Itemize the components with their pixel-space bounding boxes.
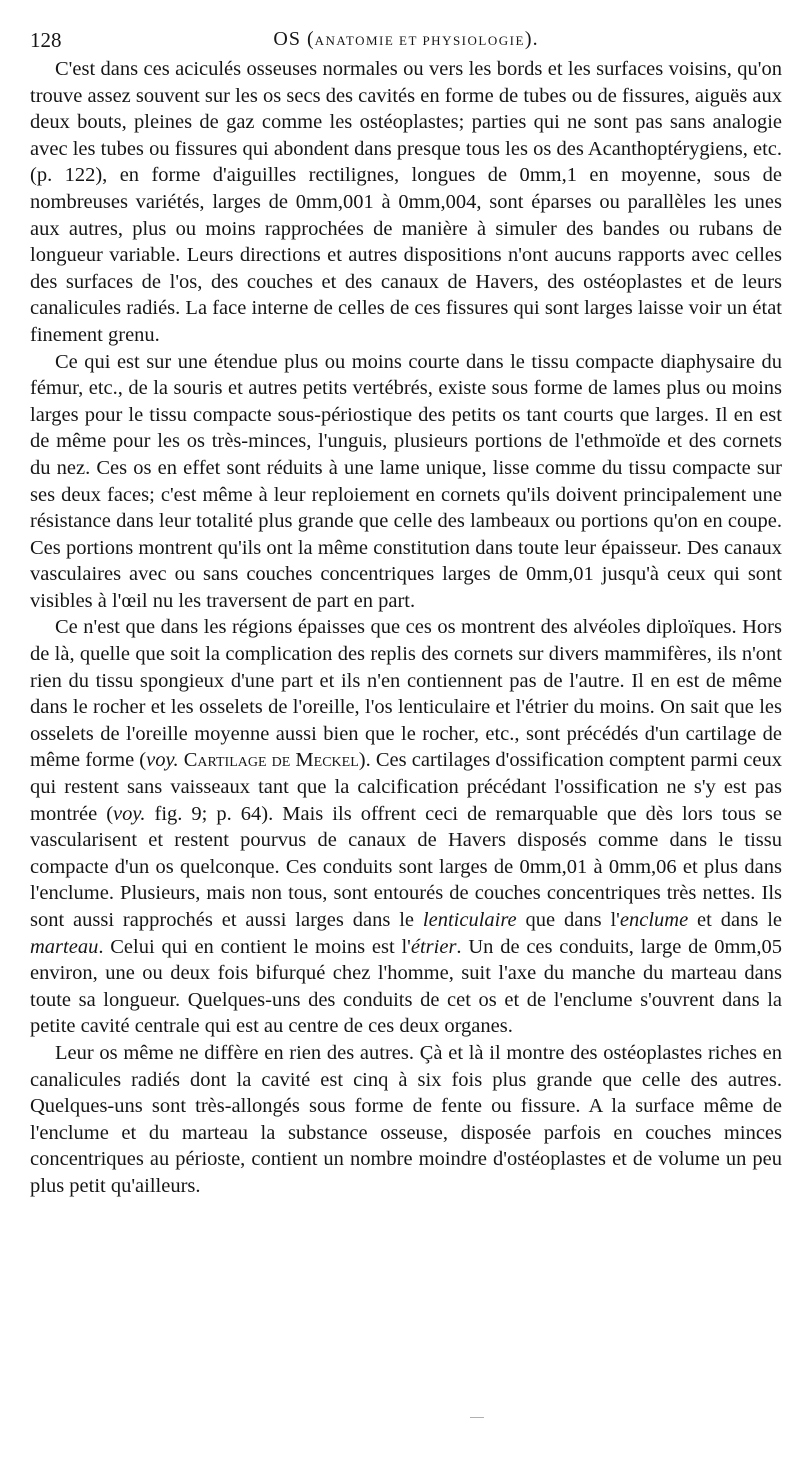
paragraph-3-part: . Un de ces conduits, large de 0mm,05 environ, une ou deux fois bifurqué chez l'homme, suit l'axe du manche du marteau dans toute sa longueur. Quelques-uns des conduits de cet os et de l'enclume s'ouvrent dans la petite cavité centrale qui est au centre de ces deux organes. bbox=[30, 935, 782, 1038]
term-italic: enclume bbox=[619, 909, 689, 931]
running-head-main: OS ( bbox=[273, 28, 315, 50]
voy-abbrev: voy. bbox=[146, 749, 179, 772]
page-header bbox=[30, 22, 782, 56]
term-italic: étrier bbox=[410, 935, 457, 958]
term-italic: marteau bbox=[30, 935, 99, 958]
page-number: 128 bbox=[30, 28, 62, 52]
term-italic: lenticulaire bbox=[422, 909, 517, 931]
paragraph-2: Ce qui est sur une étendue plus ou moins courte dans le tissu compacte diaphysaire du fémur, etc., de la souris et autres petits vertébrés, existe sous forme de lames plus ou moins larges pour le tissu compacte sous-périostique des petits os tant courts que larges. Il en est de même pour les os très-minces, l'unguis, plusieurs portions de l'ethmoïde et des cornets du nez. Ces os en effet sont réduits à une lame unique, lisse comme du tissu compacte sur ses deux faces; c'est même à leur reploiement en cornets qu'ils doivent principalement une résistance dans leur totalité plus grande que celle des lambeaux ou portions qu'on en coupe. Ces portions montrent qu'ils ont la même constitution dans toute leur épaisseur. Des canaux vasculaires avec ou sans couches concentriques larges de 0mm,01 jusqu'à ceux qui sont visibles à l'œil nu les traversent de part en part. bbox=[30, 350, 782, 612]
voy-abbrev: voy. bbox=[113, 802, 146, 825]
cross-reference: Cartilage de Meckel bbox=[183, 749, 359, 772]
paragraph-3-part: ). Ces cartilages d'ossification comptent parmi ceux qui restent sans vaisseaux tant que la calcification précédant l'ossification ne s'y est pas montrée ( bbox=[30, 749, 783, 825]
page-foot-mark bbox=[470, 1417, 484, 1418]
running-head bbox=[30, 28, 782, 51]
running-head-subtitle: ANATOMIE ET PHYSIOLOGIE bbox=[314, 33, 525, 48]
paragraph-3-part: que dans l' bbox=[516, 909, 620, 931]
paragraph-3-part: et dans le bbox=[688, 909, 782, 931]
paragraph-4: Leur os même ne diffère en rien des autres. Çà et là il montre des ostéoplastes riches en canalicules radiés dont la cavité est cinq à six fois plus grande que celle des autres. Quelques-uns sont très-allongés sous forme de fente ou fissure. A la surface même de l'enclume et du marteau la substance osseuse, disposée parfois en couches minces concentriques au périoste, contient un nombre moindre d'ostéoplastes et de volume un peu plus petit qu'ailleurs. bbox=[30, 1041, 782, 1197]
paragraph-3 bbox=[30, 614, 782, 1040]
paragraph-3-part: . Celui qui en contient le moins est l' bbox=[98, 935, 411, 958]
paragraph-3-part: Ce n'est que dans les régions épaisses que ces os montrent des alvéoles diploïques. Hors de là, quelle que soit la complication des replis des cornets sur divers mammifères, ils n'ont rien du tissu spongieux d'une part et ils n'en contiennent pas de l'autre. Il en est de même dans le rocher et les osselets de l'oreille, l'os lenticulaire et l'étrier du moins. On sait que les osselets de l'oreille moyenne aussi bien que le rocher, etc., sont précédés d'un cartilage de même forme ( bbox=[30, 616, 782, 772]
book-page bbox=[30, 22, 782, 1200]
running-head-end: ). bbox=[524, 28, 539, 50]
paragraph-1: C'est dans ces aciculés osseuses normales ou vers les bords et les surfaces voisins, qu'on trouve assez souvent sur les os secs des cavités en forme de tubes ou de fissures, aiguës aux deux bouts, pleines de gaz comme les ostéoplastes; parties qui ne sont pas sans analogie avec les tubes ou fissures qui abondent dans presque tous les os des Acanthoptérygiens, etc. (p. 122), en forme d'aiguilles rectilignes, longues de 0mm,1 en moyenne, sous de nombreuses variétés, larges de 0mm,001 à 0mm,004, sont éparses ou parallèles les unes aux autres, plus ou moins rapprochées de manière à simuler des bandes ou rubans de longueur variable. Leurs directions et autres dispositions n'ont aucuns rapports avec celles des surfaces de l'os, des couches et des canaux de Havers, des ostéoplastes et de leurs canalicules radiés. La face interne de celles de ces fissures qui sont larges laisse voir un état finement grenu. bbox=[30, 58, 782, 346]
paragraph-3-part: fig. 9; p. 64). Mais ils offrent ceci de remarquable que dès lors tous se vascularisent et restent pourvus de canaux de Havers disposés comme dans le tissu compacte d'un os quelconque. Ces conduits sont larges de 0mm,01 à 0mm,06 et plus dans l'enclume. Plusieurs, mais non tous, sont entourés de couches concentriques très nettes. Ils sont aussi rapprochés et aussi larges dans le bbox=[30, 802, 782, 931]
